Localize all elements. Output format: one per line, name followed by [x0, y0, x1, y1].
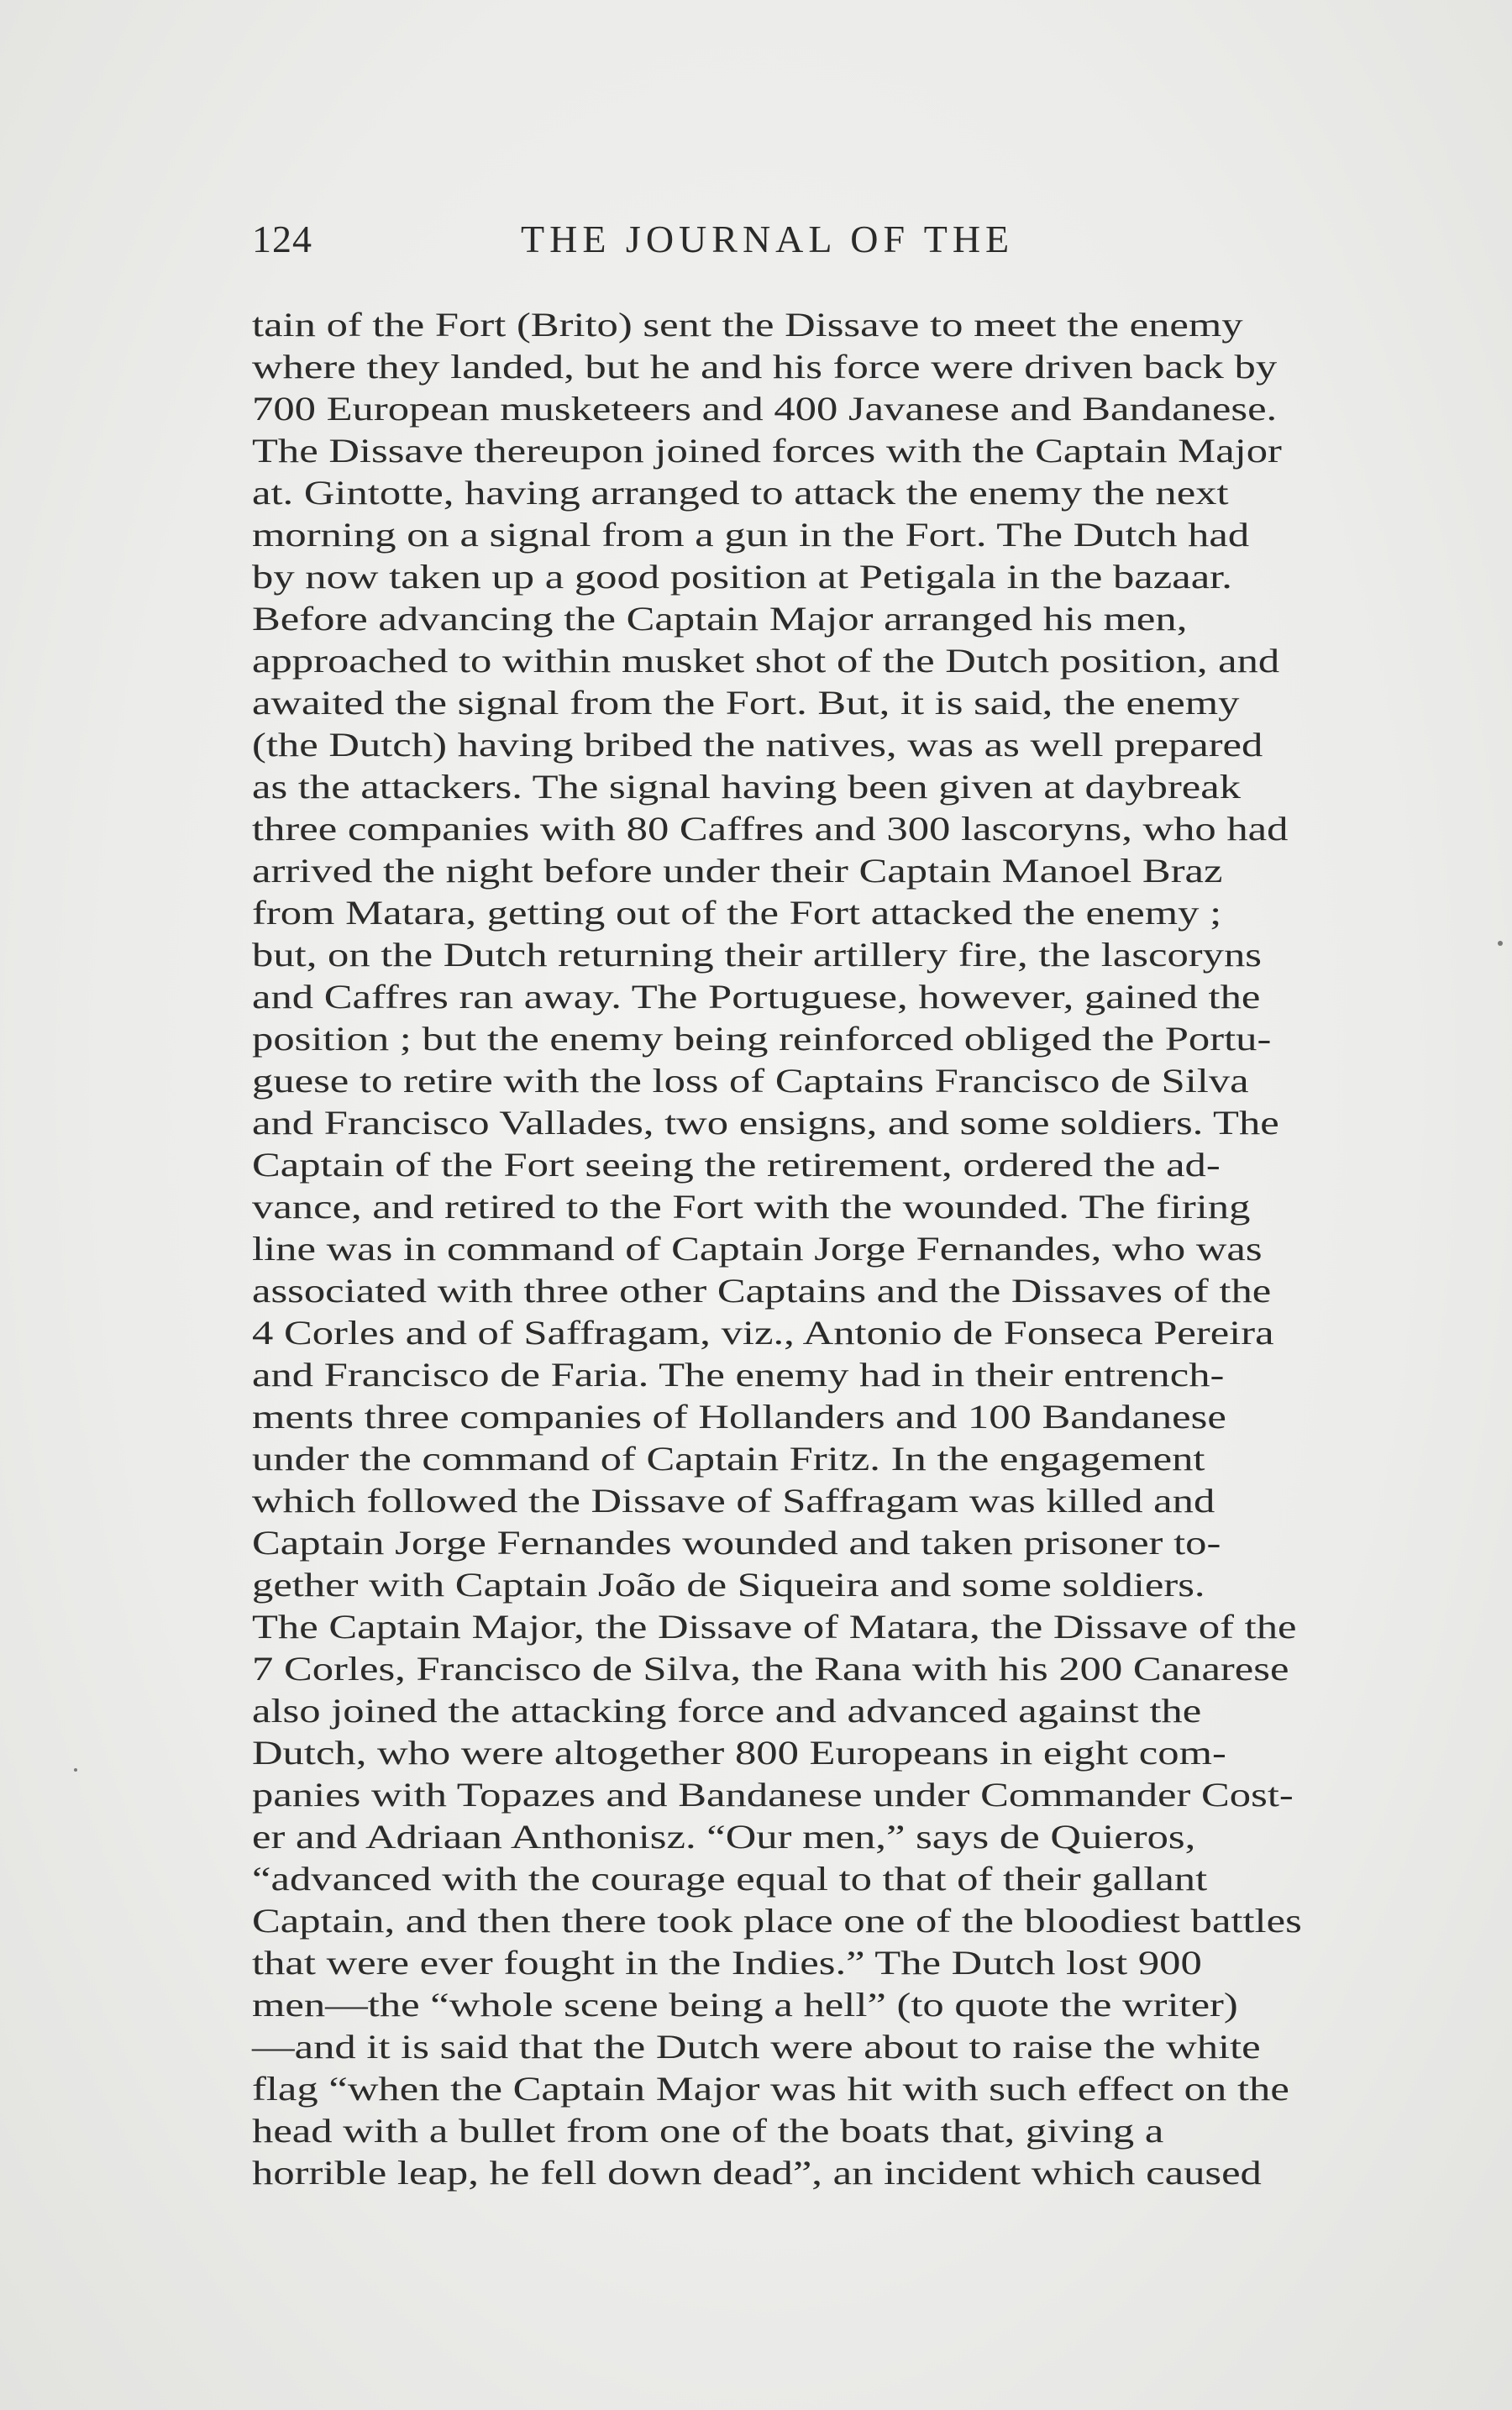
text-line: as the attackers. The signal having been given at daybreak — [252, 768, 1242, 806]
text-line: where they landed, but he and his force were driven back by — [252, 348, 1278, 386]
text-line: under the command of Captain Fritz. In the engagement — [252, 1440, 1205, 1478]
text-line: men—the “whole scene being a hell” (to quote the writer) — [252, 1986, 1238, 2024]
text-line: associated with three other Captains and the Dissaves of the — [252, 1272, 1272, 1310]
text-line: awaited the signal from the Fort. But, it is said, the enemy — [252, 684, 1240, 722]
text-line: vance, and retired to the Fort with the wounded. The firing — [252, 1188, 1251, 1226]
text-line: and Francisco de Faria. The enemy had in their entrench- — [252, 1356, 1225, 1394]
text-line: “advanced with the courage equal to that of their gallant — [252, 1860, 1208, 1898]
text-line: guese to retire with the loss of Captains Francisco de Silva — [252, 1062, 1249, 1100]
text-line: three companies with 80 Caffres and 300 lascoryns, who had — [252, 810, 1289, 848]
text-line: panies with Topazes and Bandanese under Commander Cost- — [252, 1776, 1294, 1814]
text-line: arrived the night before under their Captain Manoel Braz — [252, 852, 1223, 890]
body-text — [252, 304, 1428, 2194]
paper-speck — [1498, 941, 1503, 946]
text-line: 4 Corles and of Saffragam, viz., Antonio de Fonseca Pereira — [252, 1314, 1274, 1352]
text-line: tain of the Fort (Brito) sent the Dissave to meet the enemy — [252, 306, 1243, 344]
text-line: The Dissave thereupon joined forces with the Captain Major — [252, 432, 1282, 470]
text-line: Captain, and then there took place one of the bloodiest battles — [252, 1902, 1302, 1940]
text-line: er and Adriaan Anthonisz. “Our men,” says de Quieros, — [252, 1818, 1196, 1856]
text-line: by now taken up a good position at Petigala in the bazaar. — [252, 558, 1232, 596]
text-line: but, on the Dutch returning their artillery fire, the lascoryns — [252, 936, 1262, 974]
text-line: also joined the attacking force and advanced against the — [252, 1692, 1202, 1730]
text-line: and Caffres ran away. The Portuguese, however, gained the — [252, 978, 1261, 1016]
text-line: and Francisco Vallades, two ensigns, and some soldiers. The — [252, 1104, 1279, 1142]
text-line: which followed the Dissave of Saffragam was killed and — [252, 1482, 1215, 1520]
paper-speck — [74, 1768, 77, 1772]
running-title: THE JOURNAL OF THE — [521, 218, 1015, 260]
text-line: approached to within musket shot of the Dutch position, and — [252, 642, 1280, 680]
text-line: from Matara, getting out of the Fort attacked the enemy ; — [252, 894, 1222, 932]
text-line: 700 European musketeers and 400 Javanese and Bandanese. — [252, 390, 1278, 428]
text-line: morning on a signal from a gun in the Fort. The Dutch had — [252, 516, 1250, 554]
text-line: line was in command of Captain Jorge Fernandes, who was — [252, 1230, 1263, 1268]
text-line: (the Dutch) having bribed the natives, was as well prepared — [252, 726, 1263, 764]
text-line: position ; but the enemy being reinforced obliged the Portu- — [252, 1020, 1272, 1058]
text-line: —and it is said that the Dutch were about to raise the white — [252, 2028, 1261, 2066]
text-line: Before advancing the Captain Major arranged his men, — [252, 600, 1188, 638]
text-line: Captain of the Fort seeing the retirement, ordered the ad- — [252, 1146, 1221, 1184]
text-line: gether with Captain João de Siqueira and some soldiers. — [252, 1566, 1205, 1604]
text-line: 7 Corles, Francisco de Silva, the Rana with his 200 Canarese — [252, 1650, 1289, 1688]
text-line: flag “when the Captain Major was hit with such effect on the — [252, 2070, 1289, 2108]
text-line: Captain Jorge Fernandes wounded and taken prisoner to- — [252, 1524, 1221, 1562]
page-number: 124 — [252, 218, 312, 260]
text-line: horrible leap, he fell down dead”, an incident which caused — [252, 2154, 1262, 2192]
text-line: that were ever fought in the Indies.” The Dutch lost 900 — [252, 1944, 1202, 1982]
text-line: Dutch, who were altogether 800 Europeans in eight com- — [252, 1734, 1226, 1772]
text-line: ments three companies of Hollanders and 100 Bandanese — [252, 1398, 1226, 1436]
text-line: The Captain Major, the Dissave of Matara, the Dissave of the — [252, 1608, 1297, 1646]
text-line: head with a bullet from one of the boats that, giving a — [252, 2112, 1164, 2150]
text-line: at. Gintotte, having arranged to attack the enemy the next — [252, 474, 1229, 512]
page-header — [252, 217, 1117, 276]
